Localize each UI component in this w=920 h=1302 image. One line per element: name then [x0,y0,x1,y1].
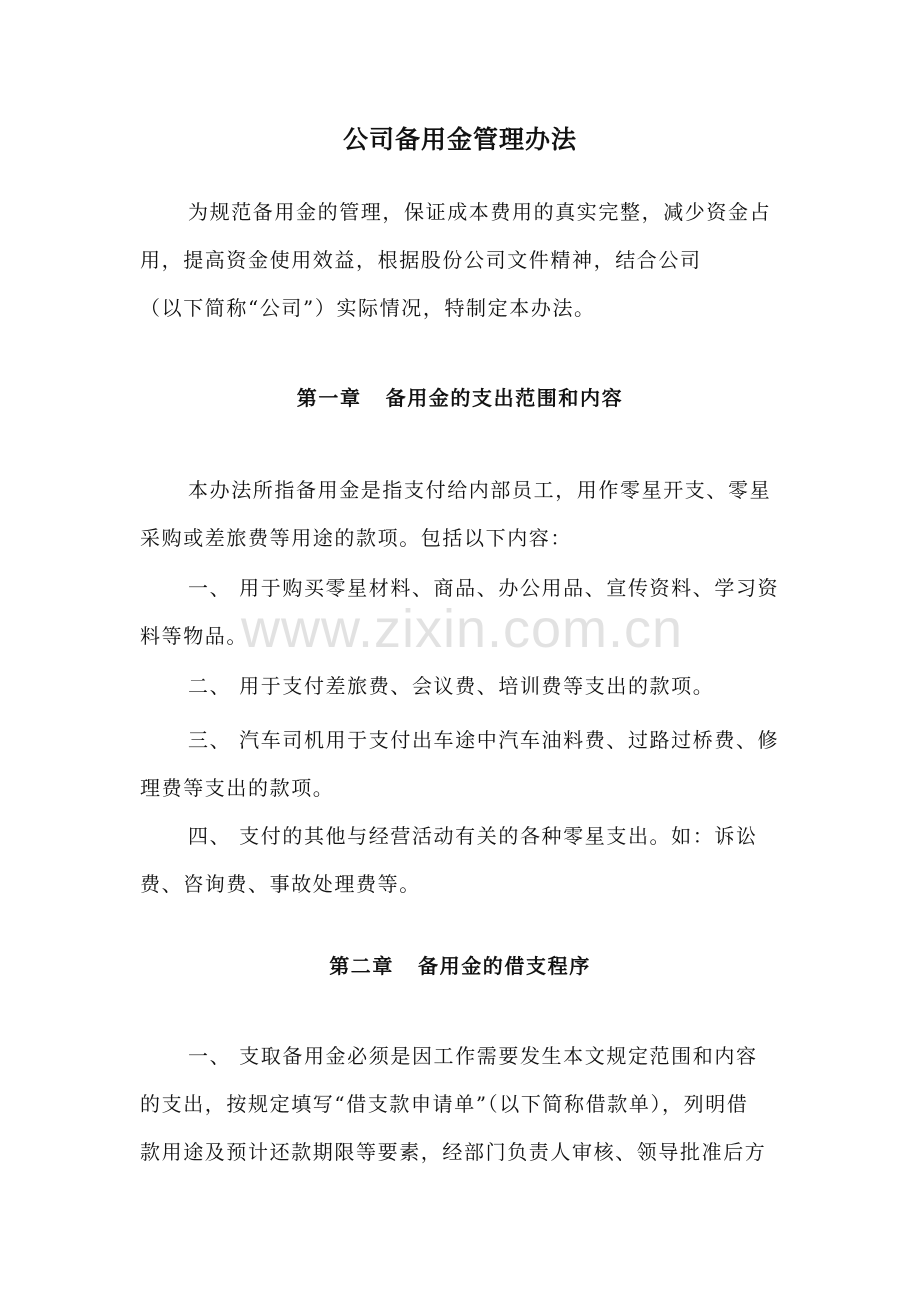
intro-line-3: （以下简称“公司”）实际情况，特制定本办法。 [140,296,596,320]
intro-line-1: 为规范备用金的管理，保证成本费用的真实完整，减少资金占 [188,200,772,224]
chapter-1-item-1-line-2: 料等物品。 [140,624,248,648]
chapter-1-paragraph-line-2: 采购或差旅费等用途的款项。包括以下内容： [140,526,572,550]
chapter-1-item-4-line-1: 四、 支付的其他与经营活动有关的各种零星支出。如：诉讼 [188,824,758,848]
chapter-2-item-1-line-3: 款用途及预计还款期限等要素，经部门负责人审核、领导批准后方 [140,1140,767,1164]
chapter-1-paragraph [140,466,780,562]
chapter-1-item-2-line-1: 二、 用于支付差旅费、会议费、培训费等支出的款项。 [188,674,715,698]
chapter-2-item-1-line-1: 一、 支取备用金必须是因工作需要发生本文规定范围和内容 [188,1044,758,1068]
intro-line-2: 用，提高资金使用效益，根据股份公司文件精神，结合公司 [140,248,702,272]
intro-paragraph [140,188,780,332]
chapter-2-item-1 [140,1032,780,1176]
chapter-2-item-1-line-2: 的支出，按规定填写“借支款申请单”（以下简称借款单），列明借 [140,1092,749,1116]
chapter-1-item-3-line-1: 三、 汽车司机用于支付出车途中汽车油料费、过路过桥费、修 [188,728,780,752]
chapter-1-title: 备用金的支出范围和内容 [385,386,624,410]
chapter-1-item-3 [140,716,780,812]
chapter-1-item-3-line-2: 理费等支出的款项。 [140,776,335,800]
chapter-2-title: 备用金的借支程序 [418,954,591,978]
chapter-1-item-4-line-2: 费、咨询费、事故处理费等。 [140,872,421,896]
document-title: 公司备用金管理办法 [342,125,577,154]
chapter-1-heading [0,382,920,414]
chapter-2-heading [0,950,920,982]
chapter-2-number: 第二章 [329,954,394,978]
chapter-1-item-1-line-1: 一、 用于购买零星材料、商品、办公用品、宣传资料、学习资 [188,576,780,600]
chapter-1-item-2 [140,662,780,710]
watermark: www.zixin.com.cn [240,599,684,659]
chapter-1-item-4 [140,812,780,908]
chapter-1-item-1 [140,564,780,660]
chapter-1-number: 第一章 [296,386,362,410]
chapter-1-paragraph-line-1: 本办法所指备用金是指支付给内部员工，用作零星开支、零星 [188,478,772,502]
